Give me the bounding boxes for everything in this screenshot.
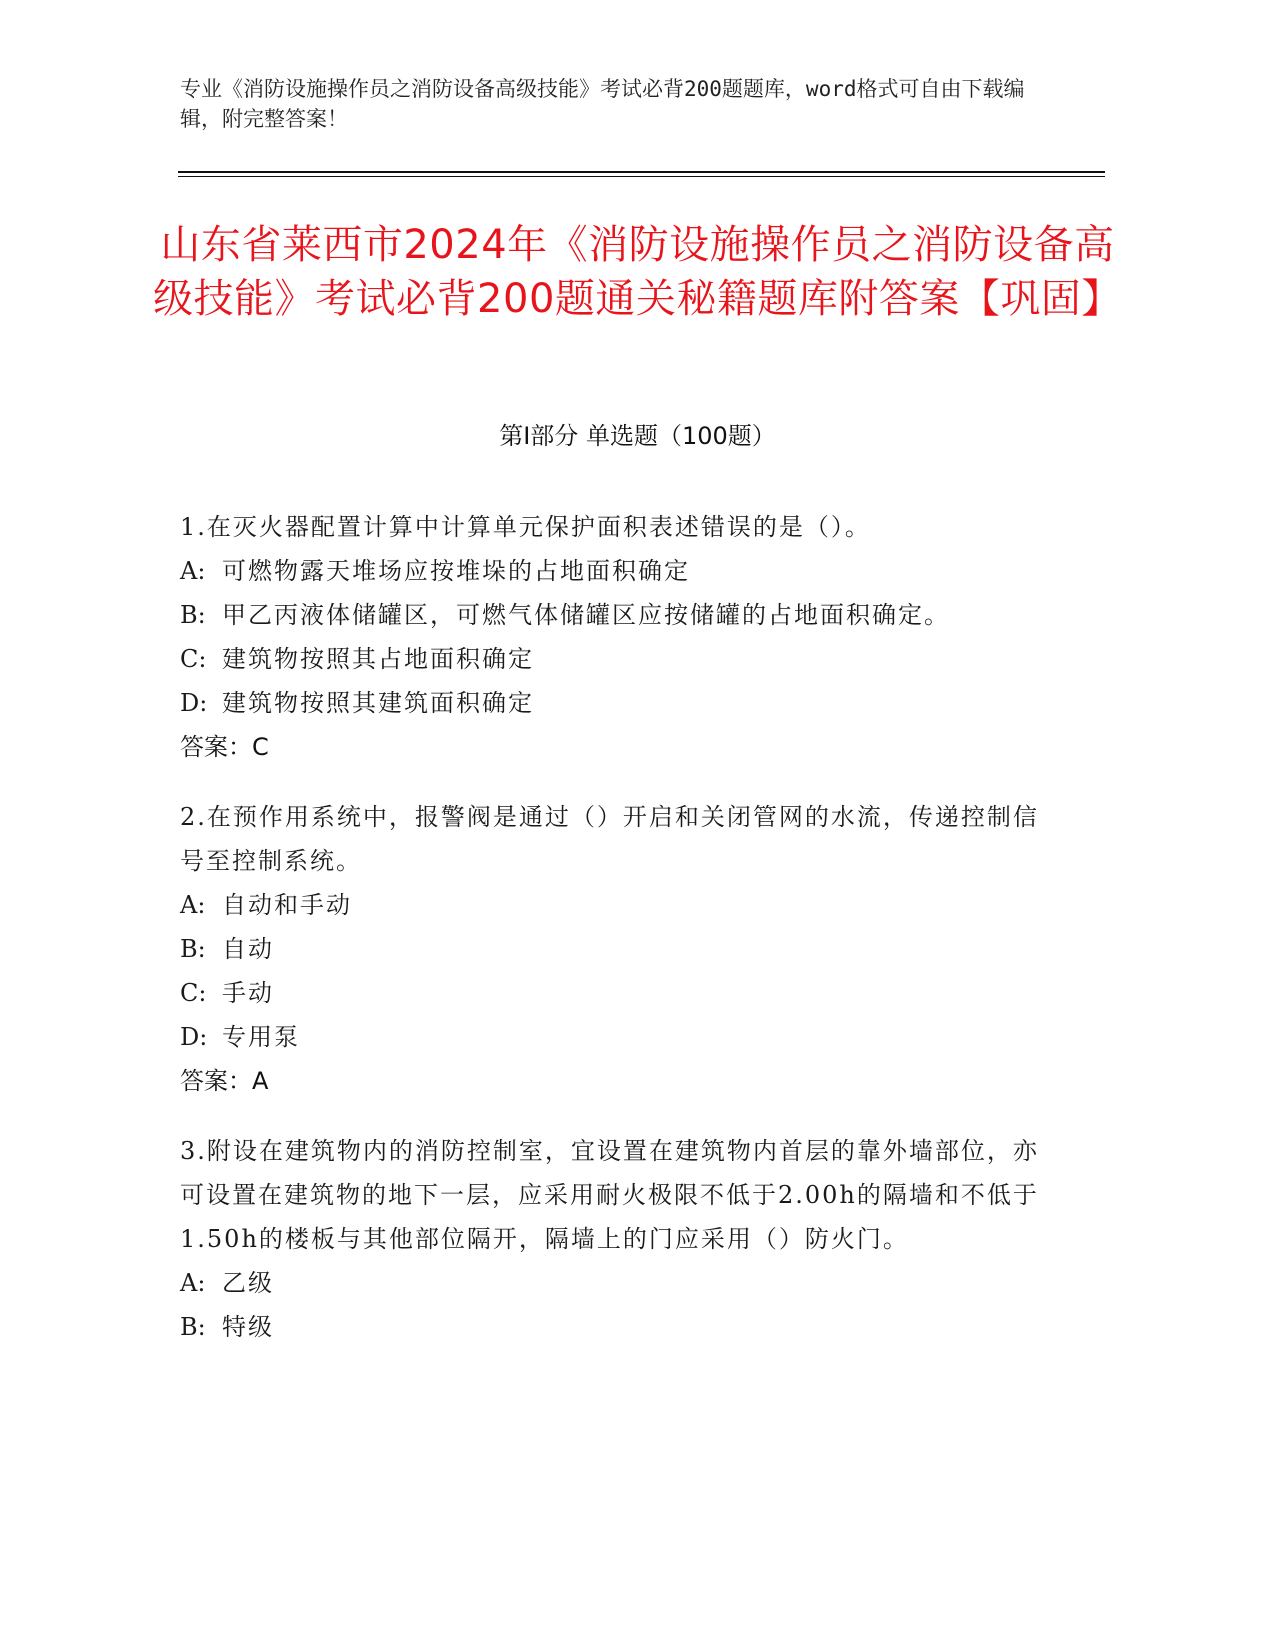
option-text: 乙级 bbox=[222, 1269, 274, 1297]
option-letter: B: bbox=[180, 935, 206, 963]
header-rule-thin bbox=[178, 176, 1105, 177]
option-b bbox=[180, 593, 1060, 637]
question-1 bbox=[180, 505, 1060, 769]
question-stem: 3.附设在建筑物内的消防控制室，宜设置在建筑物内首层的靠外墙部位，亦可设置在建筑物的地下一层，应采用耐火极限不低于2.00h的隔墙和不低于1.50h的楼板与其他部位隔开，隔墙上的门应采用（）防火门。 bbox=[180, 1137, 1039, 1253]
option-d bbox=[180, 1015, 1060, 1059]
option-letter: D: bbox=[180, 1023, 208, 1051]
option-text: 甲乙丙液体储罐区，可燃气体储罐区应按储罐的占地面积确定。 bbox=[222, 601, 950, 629]
option-text: 自动和手动 bbox=[222, 891, 352, 919]
question-3 bbox=[180, 1129, 1060, 1349]
option-a bbox=[180, 549, 1060, 593]
option-letter: B: bbox=[180, 601, 206, 629]
option-text: 自动 bbox=[222, 935, 274, 963]
option-letter: B: bbox=[180, 1313, 206, 1341]
answer-line: 答案：C bbox=[180, 733, 269, 761]
option-c bbox=[180, 637, 1060, 681]
option-c bbox=[180, 971, 1060, 1015]
option-letter: A: bbox=[180, 891, 206, 919]
option-letter: C: bbox=[180, 979, 207, 1007]
option-letter: C: bbox=[180, 645, 207, 673]
question-stem: 1.在灭火器配置计算中计算单元保护面积表述错误的是（）。 bbox=[180, 513, 871, 541]
option-text: 专用泵 bbox=[222, 1023, 300, 1051]
option-text: 可燃物露天堆场应按堆垛的占地面积确定 bbox=[222, 557, 690, 585]
option-b bbox=[180, 1305, 1060, 1349]
option-text: 特级 bbox=[222, 1313, 274, 1341]
option-text: 建筑物按照其占地面积确定 bbox=[222, 645, 534, 673]
option-letter: A: bbox=[180, 557, 206, 585]
option-a bbox=[180, 1261, 1060, 1305]
option-a bbox=[180, 883, 1060, 927]
section-heading: 第I部分 单选题（100题） bbox=[499, 422, 776, 450]
question-2 bbox=[180, 795, 1060, 1103]
option-letter: D: bbox=[180, 689, 208, 717]
document-title: 山东省莱西市2024年《消防设施操作员之消防设备高级技能》考试必背200题通关秘籍题库附答案【巩固】 bbox=[153, 222, 1122, 322]
option-text: 建筑物按照其建筑面积确定 bbox=[222, 689, 534, 717]
question-list bbox=[180, 505, 1060, 1375]
option-letter: A: bbox=[180, 1269, 206, 1297]
question-stem: 2.在预作用系统中，报警阀是通过（）开启和关闭管网的水流，传递控制信号至控制系统。 bbox=[180, 803, 1039, 875]
option-b bbox=[180, 927, 1060, 971]
option-d bbox=[180, 681, 1060, 725]
option-text: 手动 bbox=[222, 979, 274, 1007]
header-note: 专业《消防设施操作员之消防设备高级技能》考试必背200题题库，word格式可自由下载编辑，附完整答案！ bbox=[180, 77, 1025, 131]
answer-line: 答案：A bbox=[180, 1067, 269, 1095]
header-rule-thick bbox=[178, 171, 1105, 173]
